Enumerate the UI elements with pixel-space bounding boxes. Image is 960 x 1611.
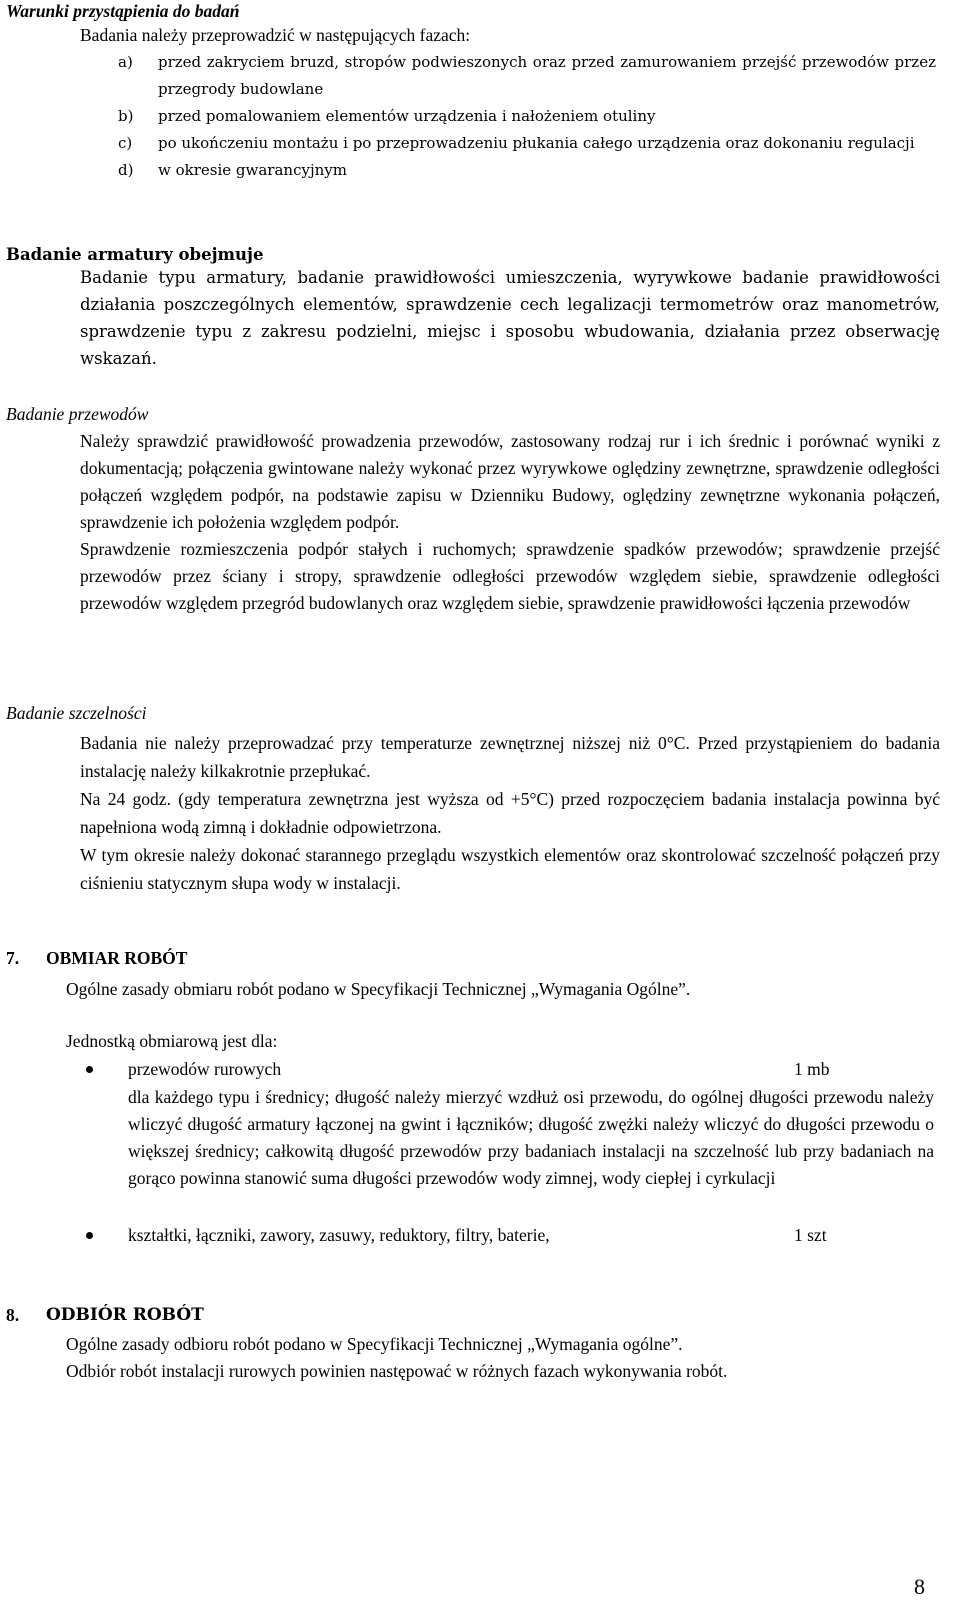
paragraph: Badania nie należy przeprowadzać przy temperaturze zewnętrznej niższej niż 0°C. Przed przystąpieniem do badania instalację należy kilkakrotnie przepłukać. [80,733,940,781]
paragraph: W tym okresie należy dokonać starannego przeglądu wszystkich elementów oraz skontrolować szczelność połączeń przy ciśnieniu statycznym słupa wody w instalacji. [80,845,940,893]
document-page: Warunki przystąpienia do badań Badania należy przeprowadzić w następujących fazach: a) przed zakryciem bruzd, stropów podwieszonych oraz przed zamurowaniem przejść przewodów przez przegrody budowlane b) przed pomalowaniem elementów urządzenia i nałożeniem otuliny c) po ukończeniu montażu i po przeprowadzeniu płukania całego urządzenia oraz dokonaniu regulacji d) w okresie gwarancyjnym Badanie armatury obejmuje Badanie typu armatury, badanie prawidłowości umieszczenia, wyrywkowe badanie prawidłowości działania poszczególnych elementów, sprawdzenie cech legalizacji termometrów oraz manometrów, sprawdzenie typu z zakresu podzielni, miejsc i sposobu wbudowania, działania przez obserwację wskazań. Badanie przewodów Należy sprawdzić prawidłowość prowadzenia przewodów, zastosowany rodzaj rur i ich średnic i porównać wyniki z dokumentacją; połączenia gwintowane należy wykonać przez wyrywkowe oględziny zewnętrzne, sprawdzenie odległości połączeń względem podpór, na podstawie zapisu w Dzienniku Budowy, oględziny zewnętrzne wykonania połączeń, sprawdzenie ich położenia względem podpór. Sprawdzenie rozmieszczenia podpór stałych i ruchomych; sprawdzenie spadków przewodów; sprawdzenie przejść przewodów przez ściany i stropy, sprawdzenie odległości przewodów względem siebie, sprawdzenie odległości przewodów względem przegród budowlanych oraz względem siebie, sprawdzenie prawidłowości łączenia przewodów Badanie szczelności Badania nie należy przeprowadzać przy temperaturze zewnętrznej niższej niż 0°C. Przed przystąpieniem do badania instalację należy kilkakrotnie przepłukać. Na 24 godz. (gdy temperatura zewnętrzna jest wyższa od +5°C) przed rozpoczęciem badania instalacja powinna być napełniona wodą zimną i dokładnie odpowietrzona. W tym okresie należy dokonać starannego przeglądu wszystkich elementów oraz skontrolować szczelność połączeń przy ciśnieniu statycznym słupa wody w instalacji. 7. OBMIAR ROBÓT Ogólne zasady obmiaru robót podano w Specyfikacji Technicznej „Wymagania Ogólne”. Jednostką obmiarową jest dla: przewodów rurowych 1 mb dla każdego typu i średnicy; długość należy mierzyć wzdłuż osi przewodu, do ogólnej długości przewodu należy wliczyć długość armatury łączonej na gwint i łączników; długość zwężki należy wliczyć do długości przewodu o większej średnicy; całkowitą długość przewodów przy badaniach instalacji na szczelność lub przy badaniach na gorąco powinna stanowić suma długości przewodów wody zimnej, wody ciepłej i cyrkulacji kształtki, łączniki, zawory, zasuwy, reduktory, filtry, baterie, 1 szt 8. ODBIÓR ROBÓT Ogólne zasady odbioru robót podano w Specyfikacji Technicznej „Wymagania ogólne”. Odbiór robót instalacji rurowych powinien następować w różnych fazach wykonywania robót. 8 [0,0,960,1611]
tightness-test-body [80,729,940,897]
paragraph: Sprawdzenie rozmieszczenia podpór stałych i ruchomych; sprawdzenie spadków przewodów; sprawdzenie przejść przewodów przez ściany i stropy, sprawdzenie odległości przewodów względem siebie, sprawdzenie odległości przewodów względem przegród budowlanych oraz względem siebie, sprawdzenie prawidłowości łączenia przewodów [80,539,940,613]
bullet-description: dla każdego typu i średnicy; długość należy mierzyć wzdłuż osi przewodu, do ogólnej długości przewodu należy wliczyć długość armatury łączonej na gwint i łączników; długość zwężki należy wliczyć do długości przewodu o większej średnicy; całkowitą długość przewodów przy badaniach instalacji na szczelność lub przy badaniach na gorąco powinna stanowić suma długości przewodów wody zimnej, wody ciepłej i cyrkulacji [128,1087,934,1188]
section-8-phases: Odbiór robót instalacji rurowych powinien następować w różnych fazach wykonywania robót. [66,1361,728,1381]
heading-pipes-test: Badanie przewodów [6,404,149,424]
test-conditions-intro: Badania należy przeprowadzić w następujących fazach: [80,25,471,45]
list-item: c) po ukończeniu montażu i po przeprowadzeniu płukania całego urządzenia oraz dokonaniu regulacji [118,134,915,152]
page-number: 8 [914,1574,925,1599]
pipes-test-body [80,428,940,617]
section-7-general-rules: Ogólne zasady obmiaru robót podano w Specyfikacji Technicznej „Wymagania Ogólne”. [66,979,691,999]
section-title: ODBIÓR ROBÓT [46,1305,204,1325]
heading-tightness-test: Badanie szczelności [6,703,147,723]
section-8-general-rules: Ogólne zasady odbioru robót podano w Specyfikacji Technicznej „Wymagania ogólne”. [66,1334,683,1354]
section-7-unit-intro: Jednostką obmiarową jest dla: [66,1031,278,1051]
paragraph: Należy sprawdzić prawidłowość prowadzenia przewodów, zastosowany rodzaj rur i ich średnic i porównać wyniki z dokumentacją; połączenia gwintowane należy wykonać przez wyrywkowe oględziny zewnętrzne, sprawdzenie odległości połączeń względem podpór, na podstawie zapisu w Dzienniku Budowy, oględziny zewnętrzne wykonania połączeń, sprawdzenie ich położenia względem podpór. [80,431,940,532]
unit-value: 1 szt [794,1225,827,1245]
bullet-icon [86,1232,93,1239]
list-item: a) przed zakryciem bruzd, stropów podwieszonych oraz przed zamurowaniem przejść przewodów przez przegrody budowlane [118,53,936,98]
section-number: 7. [6,948,20,968]
unit-value: 1 mb [794,1059,830,1079]
paragraph: Na 24 godz. (gdy temperatura zewnętrzna jest wyższa od +5°C) przed rozpoczęciem badania instalacja powinna być napełniona wodą zimną i dokładnie odpowietrzona. [80,789,940,837]
section-number: 8. [6,1305,20,1325]
bullet-icon [86,1066,93,1073]
fittings-test-body: Badanie typu armatury, badanie prawidłowości umieszczenia, wyrywkowe badanie prawidłowości działania poszczególnych elementów, sprawdzenie cech legalizacji termometrów oraz manometrów, sprawdzenie typu z zakresu podzielni, miejsc i sposobu wbudowania, działania przez obserwację wskazań. [80,268,940,368]
heading-fittings-test: Badanie armatury obejmuje [6,245,264,264]
list-item: b) przed pomalowaniem elementów urządzenia i nałożeniem otuliny [118,107,656,125]
section-title: OBMIAR ROBÓT [46,948,188,968]
heading-test-conditions: Warunki przystąpienia do badań [6,1,240,21]
list-item: d) w okresie gwarancyjnym [118,161,347,179]
test-phases-list [118,49,936,184]
